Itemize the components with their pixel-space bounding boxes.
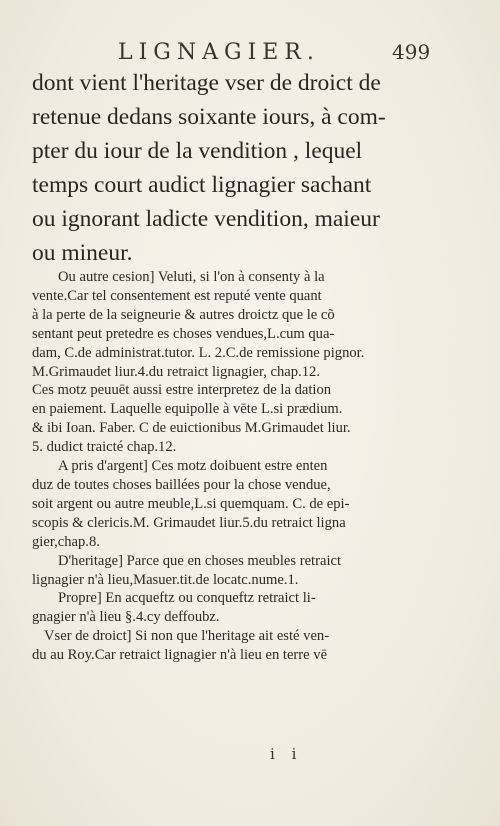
main-text-line: retenue dedans soixante iours, à com- (32, 104, 386, 130)
commentary-line: du au Roy.Car retraict lignagier n'à lieu en terre vē (32, 647, 328, 664)
commentary-line: Ces motz peuuēt aussi estre interpretez de la dation (32, 382, 332, 399)
commentary-line: 5. dudict traicté chap.12. (32, 439, 177, 456)
main-text-line: pter du iour de la vendition , lequel (32, 138, 363, 164)
commentary-line: scopis & clericis.M. Grimaudet liur.5.du retraict ligna (32, 514, 346, 531)
main-text-block (32, 66, 480, 270)
running-head (0, 40, 500, 66)
commentary-line: Ou autre cesion] Veluti, si l'on à consenty à la (58, 269, 325, 285)
commentary-line: gnagier n'à lieu §.4.cy deffoubz. (32, 609, 220, 626)
commentary-block (32, 268, 478, 665)
commentary-line: duz de toutes choses baillées pour la chose vendue, (32, 476, 331, 493)
running-title: LIGNAGIER. (118, 40, 320, 65)
main-text-line: ou mineur. (32, 240, 133, 266)
commentary-line: A pris d'argent] Ces motz doibuent estre enten (58, 458, 328, 475)
commentary-line: vente.Car tel consentement est reputé vente quant (32, 287, 322, 304)
commentary-line: & ibi Ioan. Faber. C de euictionibus M.Grimaudet liur. (32, 420, 351, 437)
commentary-line: dam, C.de administrat.tutor. L. 2.C.de remissione pignor. (32, 344, 365, 361)
commentary-line: M.Grimaudet liur.4.du retraict lignagier, chap.12. (32, 363, 320, 380)
commentary-line: lignagier n'à lieu,Masuer.tit.de locatc.nume.1. (32, 571, 299, 588)
signature-mark: i i (270, 745, 303, 763)
page-number: 499 (392, 40, 431, 64)
commentary-line: gier,chap.8. (32, 533, 100, 550)
commentary-line: à la perte de la seigneurie & autres droictz que le cõ (32, 306, 335, 323)
main-text-line: dont vient l'heritage vser de droict de (32, 70, 381, 96)
main-text-line: ou ignorant ladicte vendition, maieur (32, 206, 380, 232)
commentary-line: soit argent ou autre meuble,L.si quemquam. C. de epi- (32, 495, 350, 512)
main-text-line: temps court audict lignagier sachant (32, 172, 372, 198)
commentary-line: sentant peut pretedre es choses vendues,L.cum qua- (32, 325, 335, 342)
commentary-line: en paiement. Laquelle equipolle à vēte L.si prædium. (32, 401, 343, 418)
commentary-line: D'heritage] Parce que en choses meubles retraict (58, 552, 342, 569)
commentary-line: Propre] En acqueftz ou conqueftz retraict li- (58, 590, 316, 607)
commentary-line: Vser de droict] Si non que l'heritage ait esté ven- (44, 628, 330, 645)
